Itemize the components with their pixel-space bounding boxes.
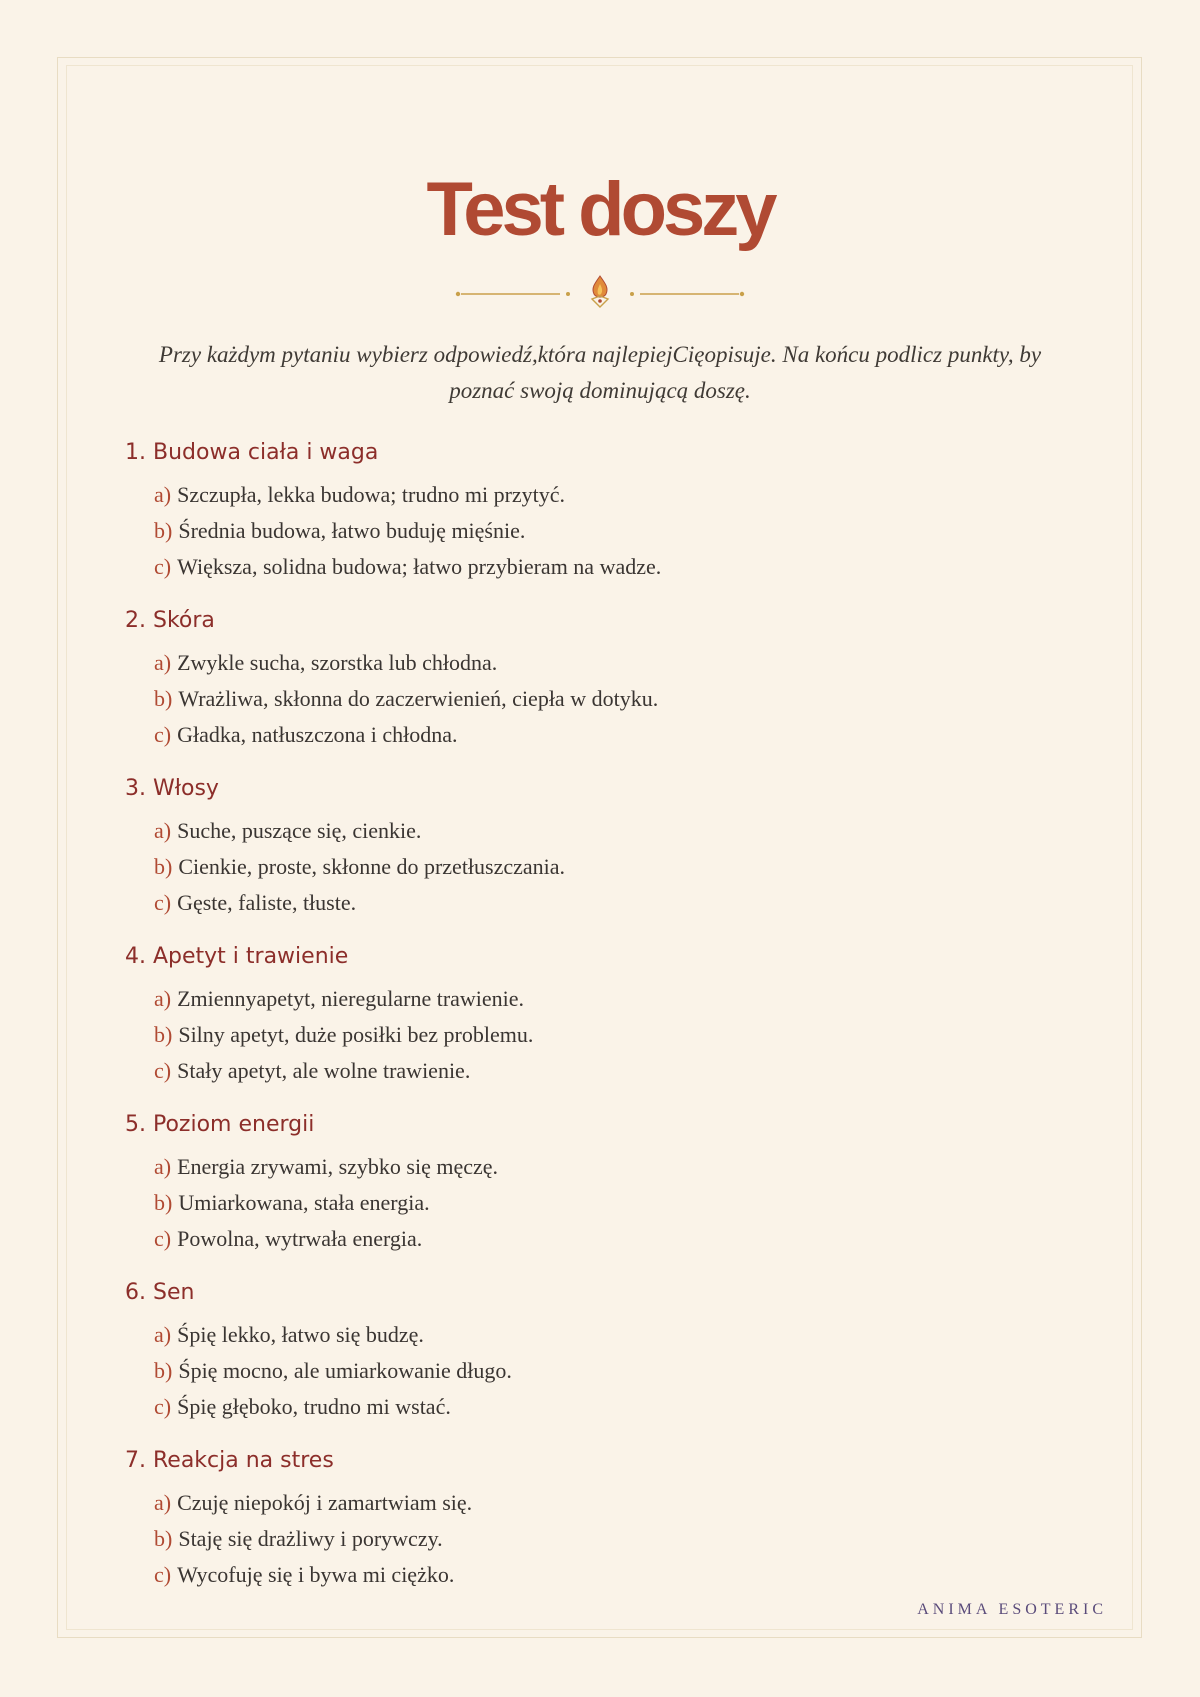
answer-letter: c) xyxy=(154,890,172,915)
answer-text: Zwykle sucha, szorstka lub chłodna. xyxy=(177,650,498,675)
question-block xyxy=(125,603,1025,753)
answer-letter: a) xyxy=(154,986,172,1011)
answer-option xyxy=(154,1149,1025,1185)
answer-letter: c) xyxy=(154,722,172,747)
question-title: 2. Skóra xyxy=(125,608,215,633)
answer-option xyxy=(154,513,1025,549)
question-block xyxy=(125,771,1025,921)
answer-letter: c) xyxy=(154,1394,172,1419)
brand-footer: ANIMA ESOTERIC xyxy=(917,1601,1107,1618)
question-title: 6. Sen xyxy=(125,1280,195,1305)
question-block xyxy=(125,1107,1025,1257)
answer-option xyxy=(154,1557,1025,1593)
answer-letter: c) xyxy=(154,1058,172,1083)
answer-option xyxy=(154,477,1025,513)
answer-text: Powolna, wytrwała energia. xyxy=(177,1226,423,1251)
answer-text: Gęste, faliste, tłuste. xyxy=(177,890,357,915)
question-title: 1. Budowa ciała i waga xyxy=(125,440,379,465)
answer-option xyxy=(154,1389,1025,1425)
answer-text: Stały apetyt, ale wolne trawienie. xyxy=(177,1058,471,1083)
question-block xyxy=(125,435,1025,585)
answer-letter: c) xyxy=(154,554,172,579)
answer-text: Suche, puszące się, cienkie. xyxy=(177,818,422,843)
answer-option xyxy=(154,645,1025,681)
answer-text: Śpię mocno, ale umiarkowanie długo. xyxy=(178,1358,512,1383)
answer-letter: b) xyxy=(154,518,173,543)
answer-option xyxy=(154,1353,1025,1389)
answer-text: Umiarkowana, stała energia. xyxy=(178,1190,430,1215)
answer-letter: b) xyxy=(154,1190,173,1215)
question-block xyxy=(125,939,1025,1089)
flame-divider-icon xyxy=(455,272,745,308)
page-title: Test doszy xyxy=(426,167,774,252)
answer-letter: b) xyxy=(154,1526,173,1551)
answer-text: Wrażliwa, skłonna do zaczerwienień, ciepła w dotyku. xyxy=(178,686,659,711)
answer-option xyxy=(154,813,1025,849)
answer-letter: b) xyxy=(154,686,173,711)
answer-text: Śpię głęboko, trudno mi wstać. xyxy=(177,1394,451,1419)
answer-text: Staję się drażliwy i porywczy. xyxy=(178,1526,443,1551)
answer-text: Cienkie, proste, skłonne do przetłuszczania. xyxy=(178,854,566,879)
question-block xyxy=(125,1275,1025,1425)
answer-text: Śpię lekko, łatwo się budzę. xyxy=(177,1322,424,1347)
answer-text: Średnia budowa, łatwo buduję mięśnie. xyxy=(178,518,526,543)
answer-option xyxy=(154,1317,1025,1353)
question-block xyxy=(125,1443,1025,1593)
answer-text: Zmiennyapetyt, nieregularne trawienie. xyxy=(177,986,525,1011)
question-title: 4. Apetyt i trawienie xyxy=(125,944,349,969)
answer-option xyxy=(154,849,1025,885)
answer-letter: b) xyxy=(154,1358,173,1383)
answer-text: Silny apetyt, duże posiłki bez problemu. xyxy=(178,1022,534,1047)
answer-text: Gładka, natłuszczona i chłodna. xyxy=(177,722,458,747)
answer-letter: a) xyxy=(154,482,172,507)
answer-option xyxy=(154,981,1025,1017)
answer-text: Szczupła, lekka budowa; trudno mi przytyć. xyxy=(177,482,566,507)
answer-text: Wycofuję się i bywa mi ciężko. xyxy=(177,1562,455,1587)
answer-letter: a) xyxy=(154,1322,172,1347)
answer-letter: a) xyxy=(154,1490,172,1515)
answer-option xyxy=(154,1053,1025,1089)
question-title: 5. Poziom energii xyxy=(125,1112,315,1137)
answer-option xyxy=(154,1485,1025,1521)
answer-letter: c) xyxy=(154,1562,172,1587)
answer-letter: b) xyxy=(154,1022,173,1047)
answer-text: Czuję niepokój i zamartwiam się. xyxy=(177,1490,473,1515)
answer-option xyxy=(154,549,1025,585)
answer-letter: a) xyxy=(154,1154,172,1179)
answer-option xyxy=(154,681,1025,717)
answer-option xyxy=(154,717,1025,753)
answer-option xyxy=(154,1221,1025,1257)
answer-option xyxy=(154,885,1025,921)
answer-text: Większa, solidna budowa; łatwo przybieram na wadze. xyxy=(177,554,662,579)
answer-letter: a) xyxy=(154,818,172,843)
answer-option xyxy=(154,1185,1025,1221)
answer-option xyxy=(154,1521,1025,1557)
answer-letter: b) xyxy=(154,854,173,879)
answer-option xyxy=(154,1017,1025,1053)
answer-letter: c) xyxy=(154,1226,172,1251)
question-title: 3. Włosy xyxy=(125,776,219,801)
intro-text: Przy każdym pytaniu wybierz odpowiedź,która najlepiejCięopisuje. Na końcu podlicz punkty, by poznać swoją dominującą doszę. xyxy=(158,342,1042,403)
questions-list xyxy=(125,435,1025,1611)
answer-text: Energia zrywami, szybko się męczę. xyxy=(177,1154,499,1179)
answer-letter: a) xyxy=(154,650,172,675)
question-title: 7. Reakcja na stres xyxy=(125,1448,334,1473)
